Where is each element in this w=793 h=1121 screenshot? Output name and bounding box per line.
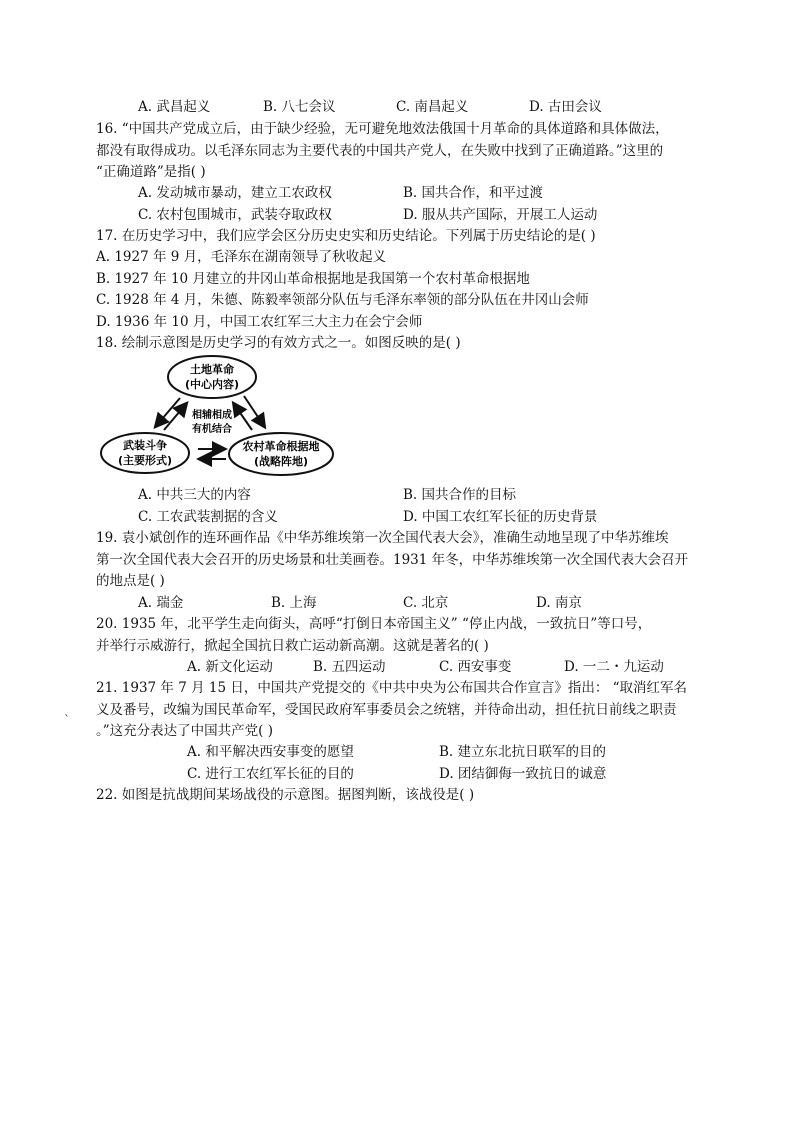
q17-option-d: D. 1936 年 10 月，中国工农红军三大主力在会宁会师 [96, 314, 423, 330]
q20-option-b: B. 五四运动 [313, 659, 386, 675]
q16-option-d: D. 服从共产国际，开展工人运动 [403, 207, 598, 223]
q19-stem-line-3: 的地点是( ) [96, 573, 165, 589]
q21-stem-line-2: 义及番号，改编为国民革命军，受国民政府军事委员会之统辖，并待命出动，担任抗日前线之职责 [96, 702, 677, 718]
rural-base-label: 农村革命根据地 [242, 440, 320, 453]
q21-option-b: B. 建立东北抗日联军的目的 [439, 744, 607, 760]
q18-option-c: C. 工农武装割据的含义 [138, 509, 278, 525]
q16-stem-line-1: 16. “中国共产党成立后，由于缺少经验，无可避免地效法俄国十月革命的具体道路和具体做法， [96, 121, 669, 137]
q19-stem-line-2: 第一次全国代表大会召开的历史场景和壮美画卷。1931 年冬，中华苏维埃第一次全国代表大会召开 [96, 552, 689, 568]
q16-stem-line-3: “正确道路”是指( ) [96, 164, 206, 180]
land-revolution-sublabel: (中心内容) [184, 378, 240, 391]
q20-option-d: D. 一二・九运动 [564, 659, 664, 675]
armed-struggle-label: 武装斗争 [123, 439, 167, 452]
q20-option-c: C. 西安事变 [439, 659, 512, 675]
rural-base-sublabel: (战略阵地) [253, 455, 309, 468]
q18-option-b: B. 国共合作的目标 [403, 487, 517, 503]
q21-option-d: D. 团结御侮一致抗日的诚意 [439, 766, 607, 782]
q18-option-d: D. 中国工农红军长征的历史背景 [403, 509, 598, 525]
q17-option-b: B. 1927 年 10 月建立的井冈山革命根据地是我国第一个农村革命根据地 [96, 271, 530, 287]
arrow-left-down [156, 398, 180, 426]
q19-option-d: D. 南京 [536, 595, 582, 611]
q18-diagram [100, 354, 340, 484]
q17-stem: 17. 在历史学习中，我们应学会区分历史史实和历史结论。下列属于历史结论的是( ) [96, 228, 596, 244]
q18-options-row-2 [0, 507, 793, 527]
q17-option-c: C. 1928 年 4 月，朱德、陈毅率领部分队伍与毛泽东率领的部分队伍在井冈山会师 [96, 292, 589, 308]
q16-option-c: C. 农村包围城市，武装夺取政权 [138, 207, 332, 223]
q16-option-b: B. 国共合作，和平过渡 [403, 185, 544, 201]
q19-option-b: B. 上海 [271, 595, 317, 611]
q21-options-row-1 [0, 742, 793, 762]
q15-option-c: C. 南昌起义 [396, 99, 469, 115]
q21-option-a: A. 和平解决西安事变的愿望 [187, 744, 354, 760]
q19-option-a: A. 瑞金 [138, 595, 184, 611]
q16-option-a: A. 发动城市暴动，建立工农政权 [138, 185, 332, 201]
land-revolution-label: 土地革命 [190, 363, 234, 376]
q15-option-b: B. 八七会议 [263, 99, 336, 115]
q16-options-row-1 [0, 183, 793, 203]
q21-options-row-2 [0, 764, 793, 784]
q17-option-a: A. 1927 年 9 月，毛泽东在湖南领导了秋收起义 [96, 249, 387, 265]
armed-struggle-sublabel: (主要形式) [117, 454, 173, 467]
q20-stem-line-2: 并举行示威游行，掀起全国抗日救亡运动新高潮。这就是著名的( ) [96, 638, 489, 654]
q22-stem: 22. 如图是抗战期间某场战役的示意图。据图判断，该战役是( ) [96, 787, 475, 803]
q21-option-c: C. 进行工农红军长征的目的 [187, 766, 354, 782]
q19-options [0, 593, 793, 613]
center-label-1: 相辅相成 [192, 410, 232, 421]
q15-options [0, 97, 793, 117]
q20-stem-line-1: 20. 1935 年，北平学生走向街头，高呼“打倒日本帝国主义” “停止内战，一致抗日”等口号， [96, 616, 652, 632]
center-label-2: 有机结合 [192, 424, 232, 435]
q20-options [0, 657, 793, 677]
q19-stem-line-1: 19. 袁小斌创作的连环画作品《中华苏维埃第一次全国代表大会》，准确生动地呈现了中华苏维埃 [96, 530, 669, 546]
q16-options-row-2 [0, 205, 793, 225]
q19-option-c: C. 北京 [403, 595, 449, 611]
q21-stem-line-1: 21. 1937 年 7 月 15 日，中国共产党提交的《中共中央为公布国共合作宣言》指出： “取消红军名 [96, 680, 688, 696]
q18-options-row-1 [0, 485, 793, 505]
q15-option-d: D. 古田会议 [529, 99, 602, 115]
arrow-left-up [164, 404, 186, 430]
q16-stem-line-2: 都没有取得成功。以毛泽东同志为主要代表的中国共产党人，在失败中找到了正确道路。”这里的 [96, 143, 664, 159]
stray-mark: ` [64, 713, 70, 727]
q15-option-a: A. 武昌起义 [138, 99, 211, 115]
q20-option-a: A. 新文化运动 [187, 659, 273, 675]
q18-option-a: A. 中共三大的内容 [138, 487, 251, 503]
arrow-right-up [234, 404, 252, 430]
q18-stem: 18. 绘制示意图是历史学习的有效方式之一。如图反映的是( ) [96, 335, 461, 351]
q21-stem-line-3: 。”这充分表达了中国共产党( ) [96, 723, 273, 739]
